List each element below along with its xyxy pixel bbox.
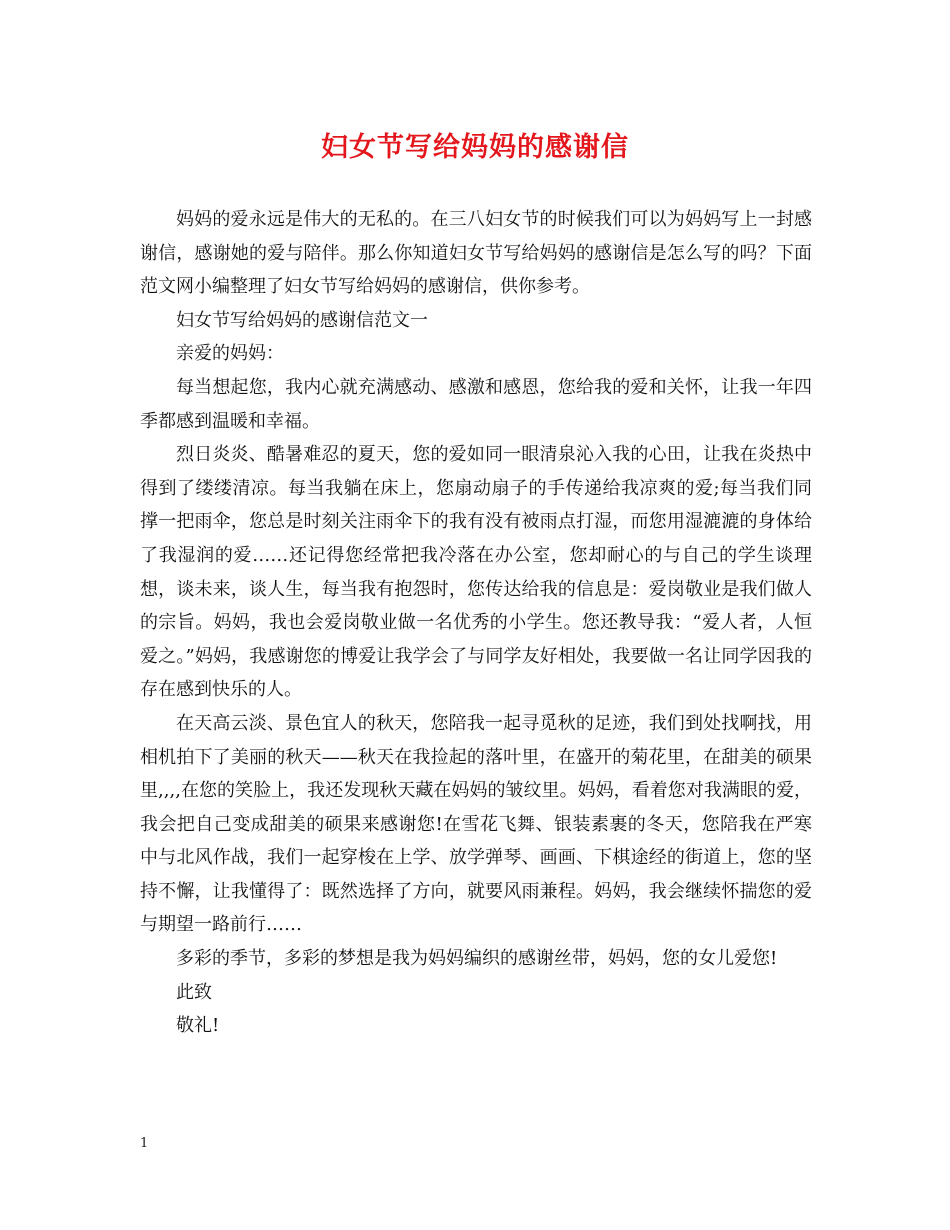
intro-paragraph: 妈妈的爱永远是伟大的无私的。在三八妇女节的时候我们可以为妈妈写上一封感谢信，感谢她的爱与陪伴。那么你知道妇女节写给妈妈的感谢信是怎么写的吗？下面范文网小编整理了妇女节写给妈妈的感谢信，供你参考。	[140, 209, 812, 298]
body-paragraph: 在天高云淡、景色宜人的秋天，您陪我一起寻觅秋的足迹，我们到处找啊找，用相机拍下了美丽的秋天——秋天在我捡起的落叶里，在盛开的菊花里，在甜美的硕果里,,,,在您的笑脸上，我还发现秋天藏在妈妈的皱纹里。妈妈，看着您对我满眼的爱，我会把自己变成甜美的硕果来感谢您!在雪花飞舞、银装素裹的冬天，您陪我在严寒中与北风作战，我们一起穿梭在上学、放学弹琴、画画、下棋途经的街道上，您的坚持不懈，让我懂得了：既然选择了方向，就要风雨兼程。妈妈，我会继续怀揣您的爱与期望一路前行……	[140, 712, 812, 936]
body-paragraph: 多彩的季节，多彩的梦想是我为妈妈编织的感谢丝带，妈妈，您的女儿爱您!	[176, 948, 778, 970]
document-body	[140, 203, 812, 1043]
salutation: 亲爱的妈妈：	[176, 343, 284, 365]
section-heading: 妇女节写给妈妈的感谢信范文一	[176, 309, 428, 331]
closing-regards: 敬礼!	[176, 1015, 220, 1037]
body-paragraph: 烈日炎炎、酷暑难忍的夏天，您的爱如同一眼清泉沁入我的心田，让我在炎热中得到了缕缕清凉。每当我躺在床上，您扇动扇子的手传递给我凉爽的爱;每当我们同撑一把雨伞，您总是时刻关注雨伞下的我有没有被雨点打湿，而您用湿漉漉的身体给了我湿润的爱……还记得您经常把我冷落在办公室，您却耐心的与自己的学生谈理想，谈未来，谈人生，每当我有抱怨时，您传达给我的信息是：爱岗敬业是我们做人的宗旨。妈妈，我也会爱岗敬业做一名优秀的小学生。您还教导我：“爱人者，人恒爱之。”妈妈，我感谢您的博爱让我学会了与同学友好相处，我要做一名让同学因我的存在感到快乐的人。	[140, 444, 812, 701]
closing-line: 此致	[176, 981, 212, 1003]
document-title: 妇女节写给妈妈的感谢信	[321, 132, 629, 163]
body-paragraph: 每当想起您，我内心就充满感动、感激和感恩，您给我的爱和关怀，让我一年四季都感到温暖和幸福。	[140, 376, 812, 432]
page-number: 1	[140, 1136, 149, 1151]
